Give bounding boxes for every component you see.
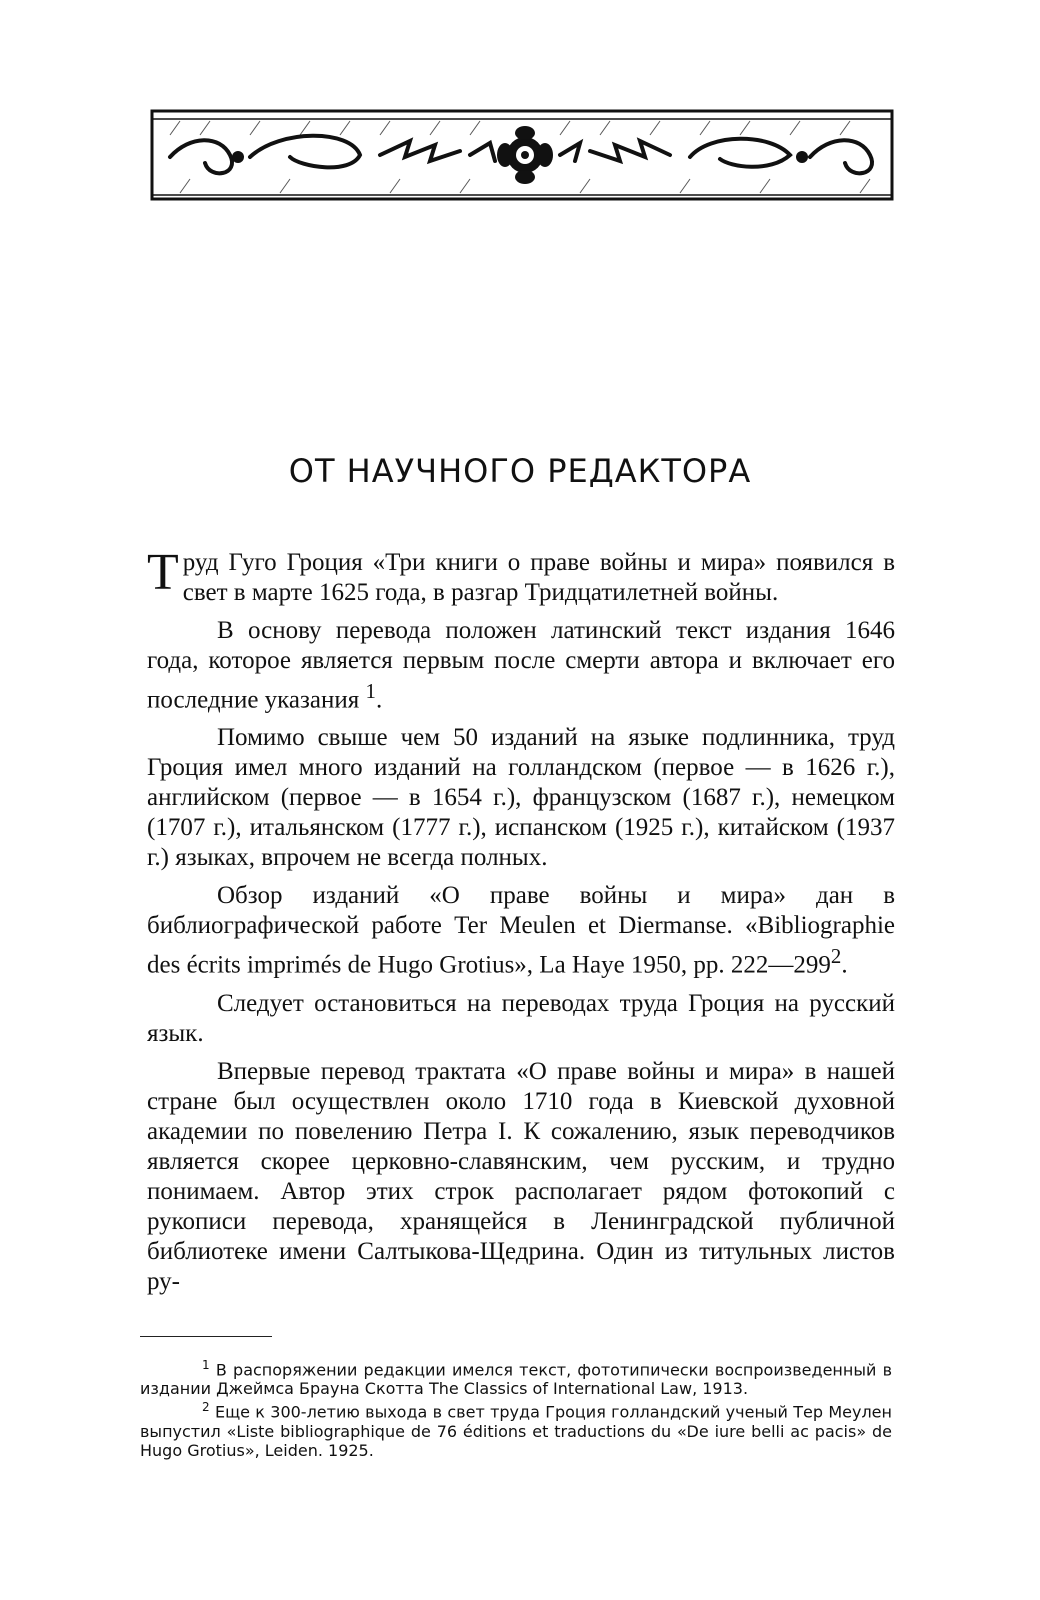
floral-headpiece-icon — [150, 105, 894, 205]
paragraph: Обзор изданий «О праве войны и мира» дан в библиографической работе Ter Meulen et Diermanse. «Bibliographie des écrits imprimés de Hugo Grotius», La Haye 1950, pp. $222—299^2$. — [147, 882, 895, 979]
footnote-divider — [140, 1336, 272, 1337]
paragraph: Впервые перевод трактата «О праве войны и мира» в нашей стране был осуществлен около 1710 года в Киевской духовной академии по повелению Петра I. К сожалению, язык переводчиков является скорее церковно-славянским, чем русским, и трудно понимаем. Автор этих строк располагает рядом фотокопий с рукописи перевода, хранящейся в Ленинградской публичной библиотеке имени Салтыкова-Щедрина. Один из титульных листов ру- — [147, 1057, 895, 1295]
paragraph: В основу перевода положен латинский текст издания 1646 года, которое является первым после смерти автора и включает его последние указания $^1$. — [147, 617, 895, 714]
footnotes — [140, 1356, 892, 1460]
footnote-ref: 1 — [365, 679, 376, 703]
paragraph: Следует остановиться на переводах труда Гроция на русский язык. — [147, 989, 895, 1047]
page-title: ОТ НАУЧНОГО РЕДАКТОРА — [288, 452, 752, 490]
footnote: $^1$ В распоряжении редакции имелся текст, фототипически воспроизведенный в издании Джеймса Брауна Скотта The Classics of International Law, 1913. — [140, 1358, 893, 1399]
main-text — [147, 544, 895, 1297]
footnote-ref: 2 — [830, 944, 842, 969]
paragraph: Помимо свыше чем 50 изданий на языке подлинника, труд Гроция имел много изданий на голландском (первое — в 1626 г.), английском (первое — в 1654 г.), французском (1687 г.), немецком (1707 г.), итальянском (1777 г.), испанском (1925 г.), китайском (1937 г.) языках, впрочем не всегда полных. — [147, 724, 895, 872]
drop-cap: Т — [147, 544, 179, 601]
paragraph: Труд Гуго Гроция «Три книги о праве войны и мира» появился в свет в марте 1625 года, в разгар Тридцатилетней войны. — [147, 544, 895, 606]
footnote: $^2$ Еще к 300-летию выхода в свет труда Гроция голландский ученый Тер Меулен выпустил «Liste bibliographique de 76 éditions et traductions du «De iure belli ac pacis» de Hugo Grotius», Leiden. 1925. — [140, 1400, 892, 1460]
